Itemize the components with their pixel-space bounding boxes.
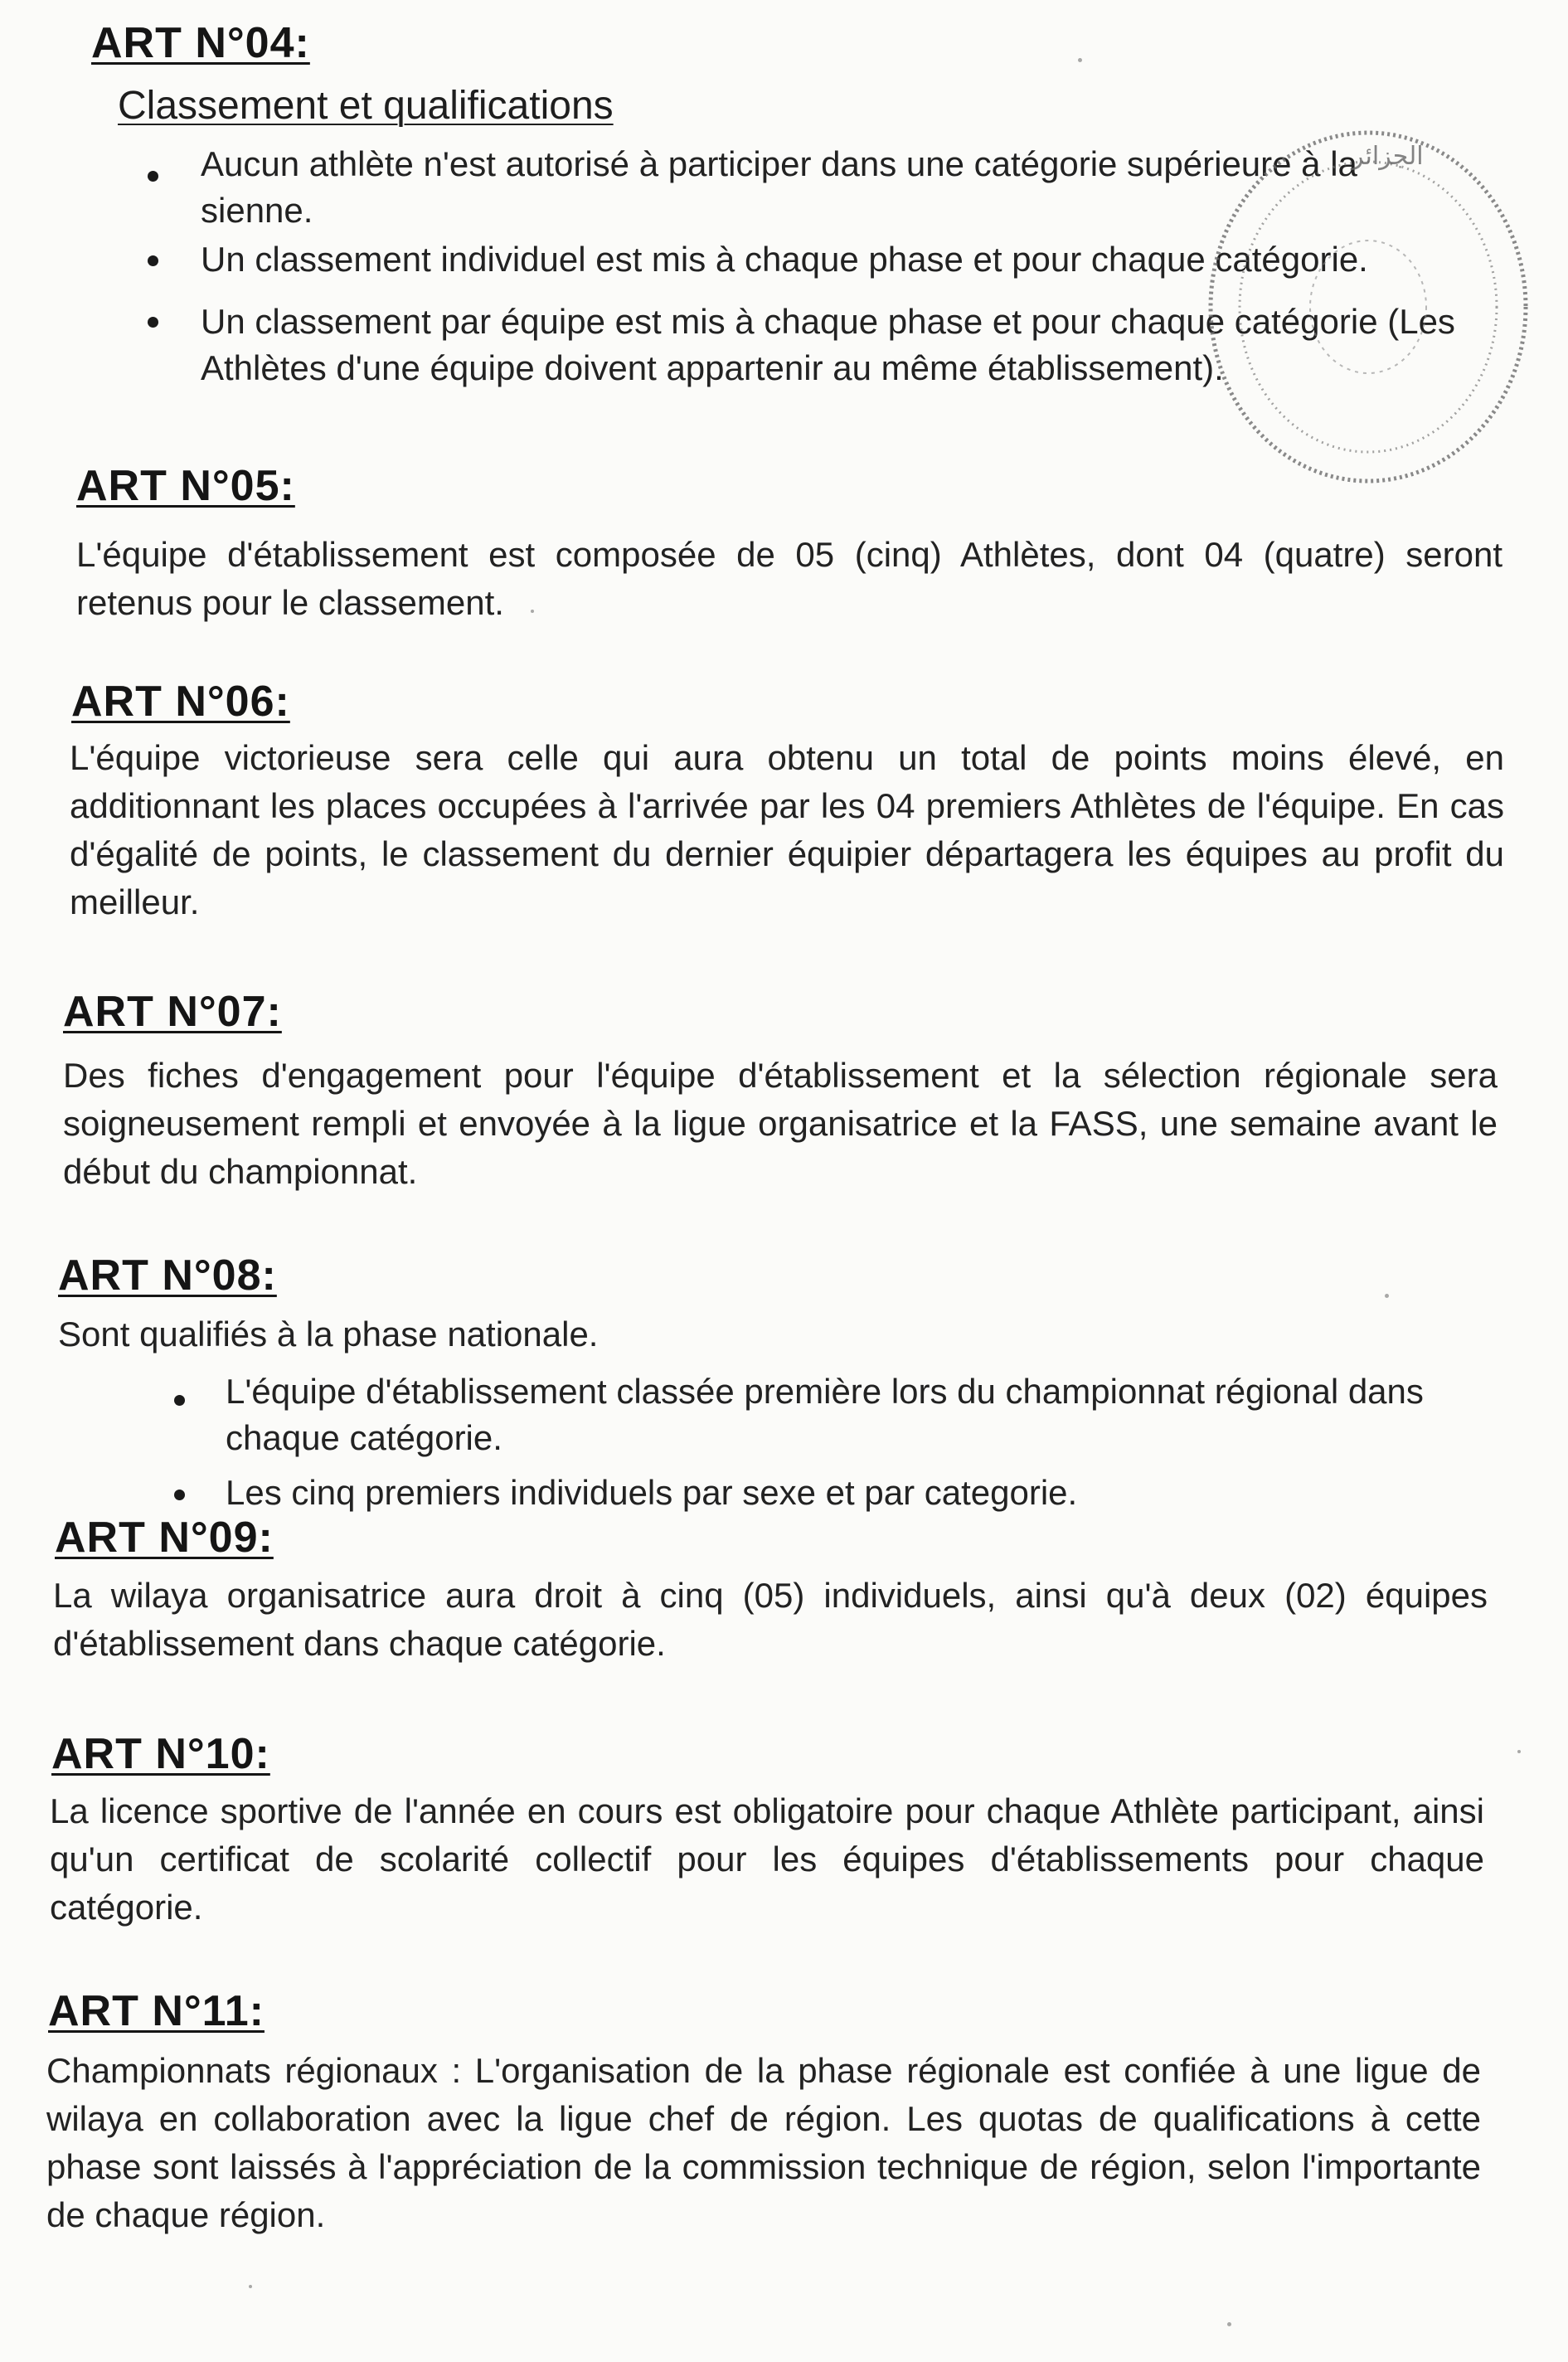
art-05-heading: ART N°05: — [76, 462, 295, 510]
stamp-text: الجزائر — [1352, 142, 1424, 171]
art-04-bullet-1: Aucun athlète n'est autorisé à participer dans une catégorie supérieure à la sienne. — [201, 144, 1357, 230]
art-09-heading: ART N°09: — [55, 1514, 274, 1562]
art-11-heading: ART N°11: — [48, 1987, 265, 2035]
art-05-paragraph: L'équipe d'établissement est composée de 05 (cinq) Athlètes, dont 04 (quatre) seront retenus pour le classement. — [76, 535, 1502, 622]
art-10-paragraph: La licence sportive de l'année en cours est obligatoire pour chaque Athlète participant, ainsi qu'un certificat de scolarité collectif pour les équipes d'établissements pour chaque catégorie. — [50, 1791, 1484, 1927]
art-07-paragraph: Des fiches d'engagement pour l'équipe d'établissement et la sélection régionale sera soigneusement rempli et envoyée à la ligue organisatrice et la FASS, une semaine avant le début du championnat. — [63, 1056, 1498, 1191]
scan-speck — [1078, 58, 1082, 62]
art-08-intro: Sont qualifiés à la phase nationale. — [58, 1315, 599, 1354]
bullet-icon — [148, 171, 158, 182]
art-08-bullet-1: L'équipe d'établissement classée première lors du championnat régional dans chaque catégorie. — [226, 1372, 1424, 1457]
art-04-bullet-3: Un classement par équipe est mis à chaque phase et pour chaque catégorie (Les Athlètes d'une équipe doivent appartenir au même établissement). — [201, 302, 1455, 387]
bullet-icon — [174, 1395, 185, 1406]
scan-speck — [249, 2285, 252, 2288]
art-11-paragraph: Championnats régionaux : L'organisation de la phase régionale est confiée à une ligue de wilaya en collaboration avec la ligue chef de région. Les quotas de qualifications à cette phase sont laissés à l'appréciation de la commission technique de région, selon l'importante de chaque région. — [46, 2051, 1481, 2234]
art-07-heading: ART N°07: — [63, 988, 282, 1036]
art-09-paragraph: La wilaya organisatrice aura droit à cinq (05) individuels, ainsi qu'à deux (02) équipes d'établissement dans chaque catégorie. — [53, 1576, 1488, 1663]
art-08-heading: ART N°08: — [58, 1251, 277, 1300]
art-06-heading: ART N°06: — [71, 678, 290, 726]
art-04-heading: ART N°04: — [91, 19, 310, 67]
art-04-subheading: Classement et qualifications — [118, 84, 614, 128]
bullet-icon — [148, 255, 158, 266]
art-10-heading: ART N°10: — [51, 1730, 270, 1778]
art-06-paragraph: L'équipe victorieuse sera celle qui aura obtenu un total de points moins élevé, en additionnant les places occupées à l'arrivée par les 04 premiers Athlètes de l'équipe. En cas d'égalité de points, le classement du dernier équipier départagera les équipes au profit du meilleur. — [70, 738, 1504, 921]
scan-speck — [1227, 2322, 1231, 2326]
bullet-icon — [148, 317, 158, 328]
bullet-icon — [174, 1490, 185, 1500]
art-04-bullet-2: Un classement individuel est mis à chaque phase et pour chaque catégorie. — [201, 240, 1368, 279]
art-08-bullet-2: Les cinq premiers individuels par sexe et par categorie. — [226, 1473, 1078, 1512]
scan-speck — [531, 610, 534, 613]
scan-speck — [1385, 1294, 1389, 1298]
scan-speck — [1517, 1750, 1521, 1753]
official-stamp — [1202, 124, 1534, 489]
